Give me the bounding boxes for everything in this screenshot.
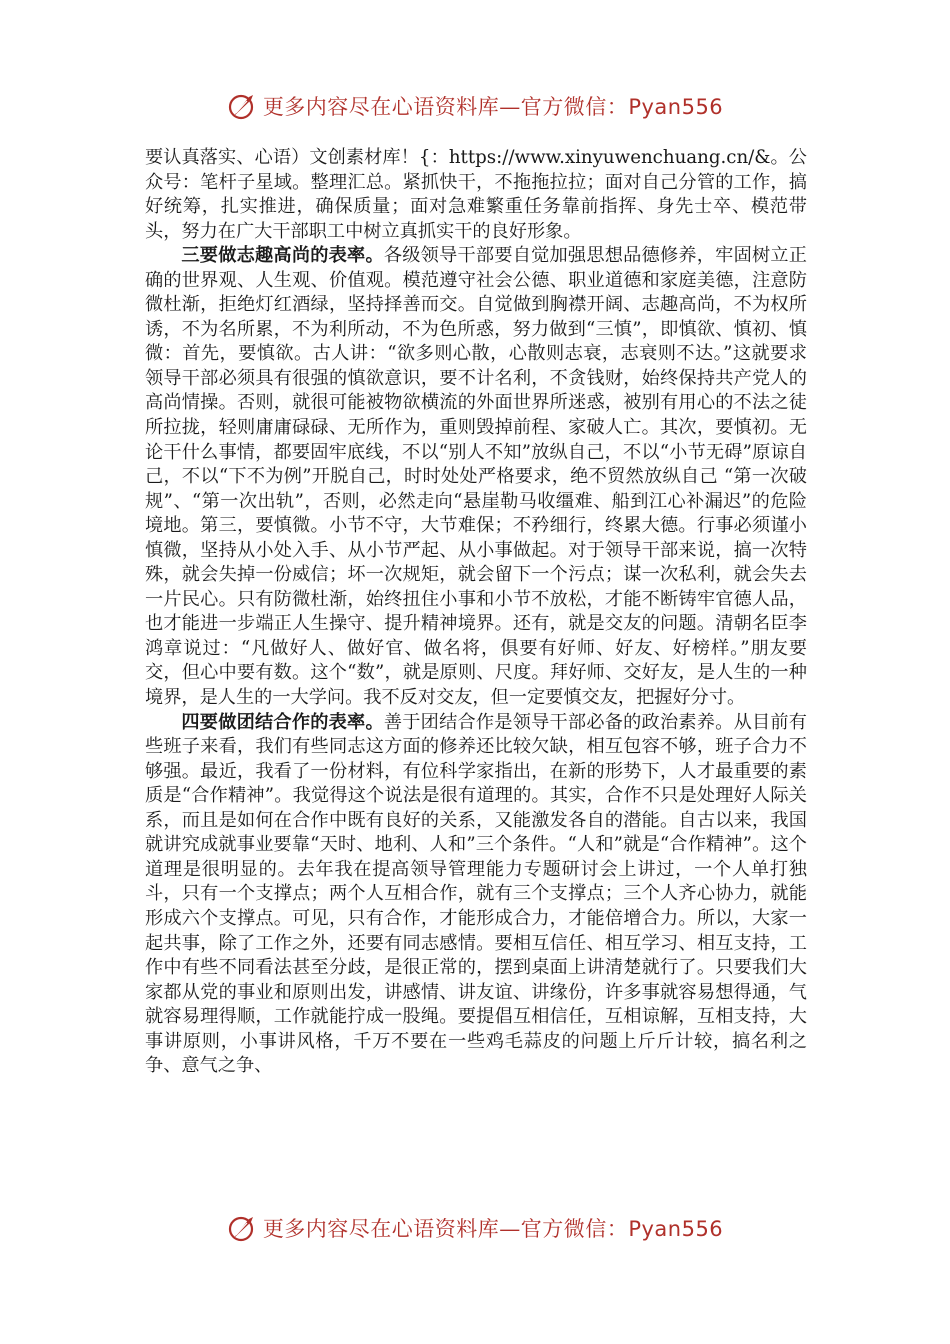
wechat-id: Pyan556	[628, 95, 724, 119]
paragraph-3	[145, 711, 807, 1079]
banner-text	[263, 1213, 723, 1243]
paragraph-3-text: 善于团结合作是领导干部必备的政治素养。从目前有些班子来看，我们有些同志这方面的修养还比较欠缺，相互包容不够，班子合力不够强。最近，我看了一份材料，有位科学家指出，在新的形势下，人才最重要的素质是“合作精神”。我觉得这个说法是很有道理的。其实，合作不只是处理好人际关系，而且是如何在合作中既有良好的关系，又能激发各自的潜能。自古以来，我国就讲究成就事业要靠“天时、地利、人和”三个条件。“人和”就是“合作精神”。这个道理是很明显的。去年我在提高领导管理能力专题研讨会上讲过，一个人单打独斗，只有一个支撑点；两个人互相合作，就有三个支撑点；三个人齐心协力，就能形成六个支撑点。可见，只有合作，才能形成合力，才能倍增合力。所以，大家一起共事，除了工作之外，还要有同志感情。要相互信任、相互学习、相互支持，工作中有些不同看法甚至分歧，是很正常的，摆到桌面上讲清楚就行了。只要我们大家都从党的事业和原则出发，讲感情、讲友谊、讲缘份，许多事就容易想得通，气就容易理得顺，工作就能拧成一股绳。要提倡互相信任，互相谅解，互相支持，大事讲原则，小事讲风格，千万不要在一些鸡毛蒜皮的问题上斤斤计较，搞名利之争、意气之争、	[145, 711, 807, 1077]
paragraph-1	[145, 146, 807, 244]
banner-label: 更多内容尽在心语资料库—官方微信：	[262, 95, 629, 119]
banner-text	[263, 91, 723, 121]
wechat-id: Pyan556	[628, 1217, 724, 1241]
paragraph-1-text: 要认真落实、心语）文创素材库！{：https://www.xinyuwenchuang.cn/&。公众号：笔杆子星域。整理汇总。紧抓快干，不拖拖拉拉；面对自己分管的工作，搞好统筹，扎实推进，确保质量；面对急难繁重任务靠前指挥、身先士卒、模范带头，努力在广大干部职工中树立真抓实干的良好形象。	[145, 147, 807, 242]
footer-banner	[0, 1206, 950, 1250]
paragraph-3-lead: 四要做团结合作的表率。	[181, 711, 384, 733]
paragraph-2-text: 各级领导干部要自觉加强思想品德修养，牢固树立正确的世界观、人生观、价值观。模范遵守社会公德、职业道德和家庭美德，注意防微杜渐，拒绝灯红酒绿，坚持择善而交。自觉做到胸襟开阔、志趣高尚，不为权所诱，不为名所累，不为利所动，不为色所惑，努力做到“三慎”，即慎欲、慎初、慎微：首先，要慎欲。古人讲：“欲多则心散，心散则志衰，志衰则不达。”这就要求领导干部必须具有很强的慎欲意识，要不计名利，不贪钱财，始终保持共产党人的高尚情操。否则，就很可能被物欲横流的外面世界所迷惑，被别有用心的不法之徒所拉拢，轻则庸庸碌碌、无所作为，重则毁掉前程、家破人亡。其次，要慎初。无论干什么事情，都要固牢底线，不以“别人不知”放纵自己，不以“小节无碍”原谅自己，不以“下不为例”开脱自己，时时处处严格要求，绝不贸然放纵自己 “第一次破规”、“第一次出轨”，否则，必然走向“悬崖勒马收缰难、船到江心补漏迟”的危险境地。第三，要慎微。小节不守，大节难保；不矜细行，终累大德。行事必须谨小慎微，坚持从小处入手、从小节严起、从小事做起。对于领导干部来说，搞一次特殊，就会失掉一份威信；坏一次规矩，就会留下一个污点；谋一次私利，就会失去一片民心。只有防微杜渐，始终扭住小事和小节不放松，才能不断铸牢官德人品，也才能进一步端正人生操守、提升精神境界。还有，就是交友的问题。清朝名臣李鸿章说过：“凡做好人、做好官、做名将，俱要有好师、好友、好榜样。”朋友要交，但心中要有数。这个“数”，就是原则、尺度。拜好师、交好友，是人生的一种境界，是人生的一大学问。我不反对交友，但一定要慎交友，把握好分寸。	[145, 245, 807, 709]
header-banner	[0, 84, 950, 128]
banner-label: 更多内容尽在心语资料库—官方微信：	[262, 1217, 629, 1241]
paragraph-2	[145, 244, 807, 710]
quill-pen-logo-icon	[227, 1213, 257, 1243]
paragraph-2-lead: 三要做志趣高尚的表率。	[181, 245, 384, 267]
document-body	[145, 146, 807, 1079]
quill-pen-logo-icon	[227, 91, 257, 121]
